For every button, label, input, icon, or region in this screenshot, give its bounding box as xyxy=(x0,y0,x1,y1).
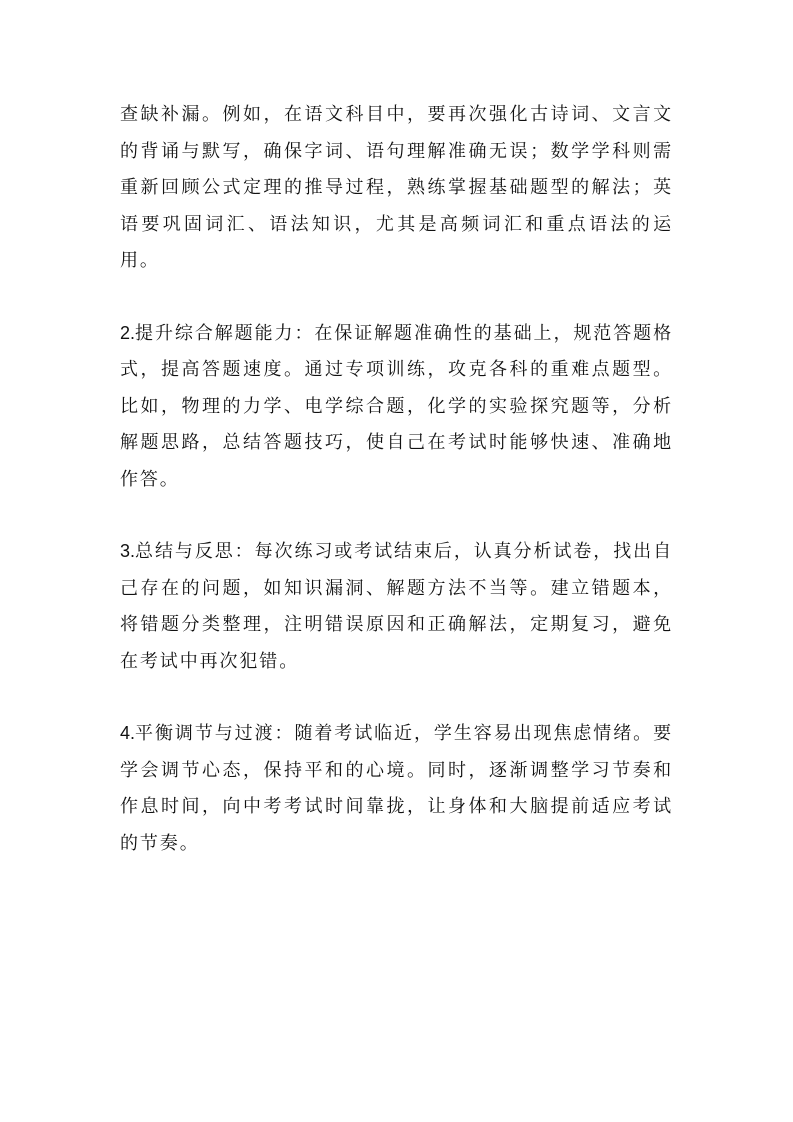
document-body xyxy=(120,97,673,862)
paragraph-continuation xyxy=(120,97,673,280)
paragraph-text: 总结与反思：每次练习或考试结束后，认真分析试卷，找出自己存在的问题，如知识漏洞、解题方法不当等。建立错题本，将错题分类整理，注明错误原因和正确解法，定期复习，避免在考试中再次犯错。 xyxy=(120,541,673,672)
paragraph-number: 3. xyxy=(120,541,136,561)
paragraph-text: 查缺补漏。例如，在语文科目中，要再次强化古诗词、文言文的背诵与默写，确保字词、语句理解准确无误；数学学科则需重新回顾公式定理的推导过程，熟练掌握基础题型的解法；英语要巩固词汇、语法知识，尤其是高频词汇和重点语法的运用。 xyxy=(120,104,673,271)
paragraph-number: 4. xyxy=(120,723,136,743)
paragraph-number: 2. xyxy=(120,322,136,343)
paragraph-text: 平衡调节与过渡：随着考试临近，学生容易出现焦虑情绪。要学会调节心态，保持平和的心境。同时，逐渐调整学习节奏和作息时间，向中考考试时间靠拢，让身体和大脑提前适应考试的节奏。 xyxy=(120,723,673,854)
paragraph-item-4 xyxy=(120,715,673,862)
paragraph-text: 提升综合解题能力：在保证解题准确性的基础上，规范答题格式，提高答题速度。通过专项训练，攻克各科的重难点题型。比如，物理的力学、电学综合题，化学的实验探究题等，分析解题思路，总结答题技巧，使自己在考试时能够快速、准确地作答。 xyxy=(120,322,673,490)
paragraph-item-2 xyxy=(120,315,673,499)
paragraph-item-3 xyxy=(120,533,673,680)
